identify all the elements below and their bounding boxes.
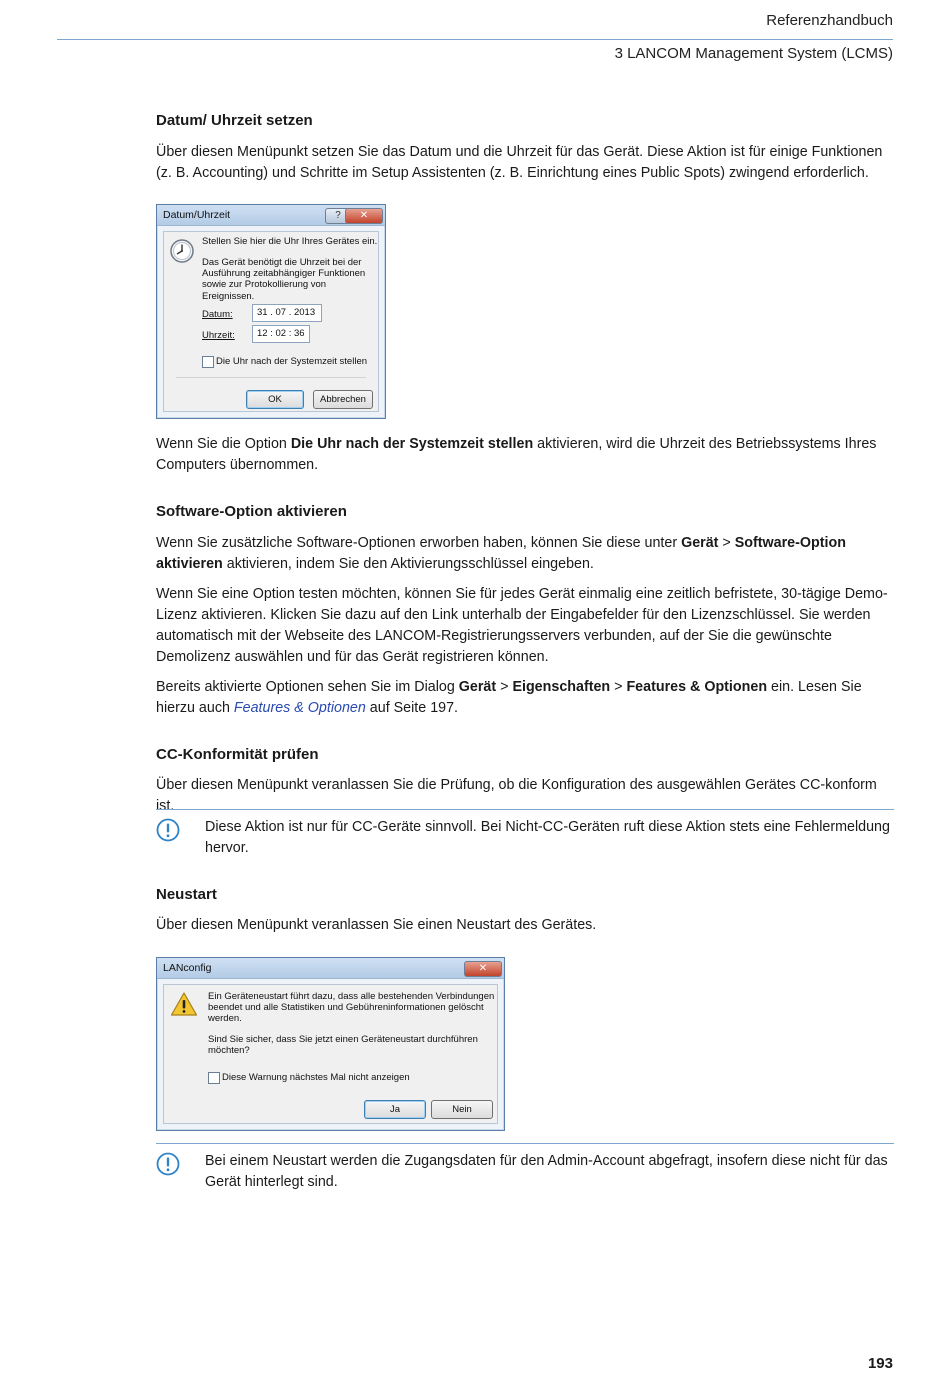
para-software-1 <box>156 533 894 575</box>
date-label: Datum: <box>202 309 233 320</box>
para-neustart: Über diesen Menüpunkt veranlassen Sie einen Neustart des Gerätes. <box>156 917 597 933</box>
restart-warning-2: beendet und alle Statistiken und Gebühreninformationen gelöscht <box>208 1002 484 1013</box>
restart-warning-1: Ein Geräteneustart führt dazu, dass alle bestehenden Verbindungen <box>208 991 495 1002</box>
note-neustart: Bei einem Neustart werden die Zugangsdaten für den Admin-Account abgefragt, insofern diese nicht für das Gerät hinterlegt sind. <box>205 1153 888 1190</box>
text-span: > <box>610 679 627 695</box>
restart-warning-3: werden. <box>208 1013 242 1024</box>
info-exclamation-icon <box>156 1152 180 1176</box>
text-span: Bereits aktivierte Optionen sehen Sie im Dialog <box>156 679 459 695</box>
bold-menu-features: Features & Optionen <box>626 679 768 695</box>
header-divider <box>57 39 893 40</box>
close-button[interactable]: ✕ <box>345 208 383 224</box>
ok-button[interactable]: OK <box>246 390 304 409</box>
cancel-button[interactable]: Abbrechen <box>313 390 373 409</box>
system-time-checkbox[interactable] <box>202 356 214 368</box>
heading-neustart: Neustart <box>156 886 217 903</box>
datetime-dialog-body <box>163 231 379 412</box>
lanconfig-dialog <box>156 957 505 1131</box>
heading-software: Software-Option aktivieren <box>156 503 347 520</box>
para-datum: Über diesen Menüpunkt setzen Sie das Datum und die Uhrzeit für das Gerät. Diese Aktion ist für einige Funktionen (z. B. Accounting) und Schritte im Setup Assistenten (z. B. Einrichtung eines Public Spots) zwingend erforderlich. <box>156 144 883 181</box>
dont-show-again-checkbox[interactable] <box>208 1072 220 1084</box>
bold-option-name: Die Uhr nach der Systemzeit stellen <box>290 436 534 452</box>
text-span: Wenn Sie die Option <box>156 436 291 452</box>
bold-menu-geraet: Gerät <box>458 679 497 695</box>
page-number: 193 <box>867 1355 893 1372</box>
datetime-dialog <box>156 204 386 419</box>
lanconfig-dialog-body <box>163 984 498 1124</box>
note-divider <box>156 1143 894 1144</box>
note-divider <box>156 809 894 810</box>
yes-button[interactable]: Ja <box>364 1100 426 1119</box>
para-software-2: Wenn Sie eine Option testen möchten, können Sie für jedes Gerät einmalig eine zeitlich befristete, 30-tägige Demo-Lizenz aktivieren. Klicken Sie dazu auf den Link unterhalb der Eingabefelder für den Lizenzschlüssel. Sie werden automatisch mit der Webseite des LANCOM-Registrierungsservers verbunden, auf der Sie die gewünschte Demolizenz auswählen und für das Gerät registrieren können. <box>156 586 888 665</box>
header-chapter: 3 LANCOM Management System (LCMS) <box>614 45 893 62</box>
para-software-3 <box>156 677 894 719</box>
clock-icon <box>169 238 195 264</box>
text-span: aktivieren, indem Sie den Aktivierungsschlüssel eingeben. <box>222 556 594 572</box>
help-button[interactable]: ? <box>325 208 351 224</box>
restart-question-1: Sind Sie sicher, dass Sie jetzt einen Geräteneustart durchführen <box>208 1034 478 1045</box>
datetime-desc-2: Ausführung zeitabhängiger Funktionen <box>202 268 366 279</box>
dont-show-again-label: Diese Warnung nächstes Mal nicht anzeigen <box>222 1072 410 1083</box>
features-link[interactable]: Features & Optionen <box>233 700 366 716</box>
text-span: ein. Lesen Sie hierzu auch <box>156 679 862 716</box>
text-span: Wenn Sie zusätzliche Software-Optionen erworben haben, können Sie diese unter <box>156 535 682 551</box>
date-field[interactable]: 31 . 07 . 2013 <box>252 304 322 322</box>
text-span: > <box>718 535 735 551</box>
datetime-desc-1: Das Gerät benötigt die Uhrzeit bei der <box>202 257 362 268</box>
bold-menu-software-option: Software-Option aktivieren <box>156 535 846 572</box>
text-span: > <box>496 679 513 695</box>
para-cc: Über diesen Menüpunkt veranlassen Sie die Prüfung, ob die Konfiguration des ausgewählen Gerätes CC-konform ist. <box>156 777 877 814</box>
text-span: aktivieren, wird die Uhrzeit des Betriebssystems Ihres Computers übernommen. <box>156 436 877 473</box>
system-time-checkbox-label: Die Uhr nach der Systemzeit stellen <box>216 356 368 367</box>
heading-datum: Datum/ Uhrzeit setzen <box>156 112 313 129</box>
close-button[interactable]: ✕ <box>464 961 502 977</box>
bold-menu-geraet: Gerät <box>681 535 719 551</box>
text-span: auf Seite 197. <box>365 700 459 716</box>
lanconfig-dialog-titlebar <box>157 958 504 979</box>
datetime-desc-3: sowie zur Protokollierung von Ereignissen. <box>202 279 327 302</box>
header-title: Referenzhandbuch <box>766 12 893 29</box>
bold-menu-eigenschaften: Eigenschaften <box>512 679 611 695</box>
heading-cc: CC-Konformität prüfen <box>156 746 319 763</box>
time-label: Uhrzeit: <box>202 330 235 341</box>
warning-icon <box>170 991 198 1017</box>
no-button[interactable]: Nein <box>431 1100 493 1119</box>
datetime-intro: Stellen Sie hier die Uhr Ihres Gerätes ein. <box>202 236 378 247</box>
dialog-separator <box>176 377 366 378</box>
restart-question-2: möchten? <box>208 1045 250 1056</box>
note-cc: Diese Aktion ist nur für CC-Geräte sinnvoll. Bei Nicht-CC-Geräten ruft diese Aktion stets eine Fehlermeldung hervor. <box>205 819 890 856</box>
time-field[interactable]: 12 : 02 : 36 <box>252 325 310 343</box>
info-exclamation-icon <box>156 818 180 842</box>
para-after-datum <box>156 434 894 476</box>
datetime-dialog-title: Datum/Uhrzeit <box>163 209 231 221</box>
lanconfig-dialog-title: LANconfig <box>163 962 212 974</box>
datetime-dialog-titlebar <box>157 205 385 226</box>
